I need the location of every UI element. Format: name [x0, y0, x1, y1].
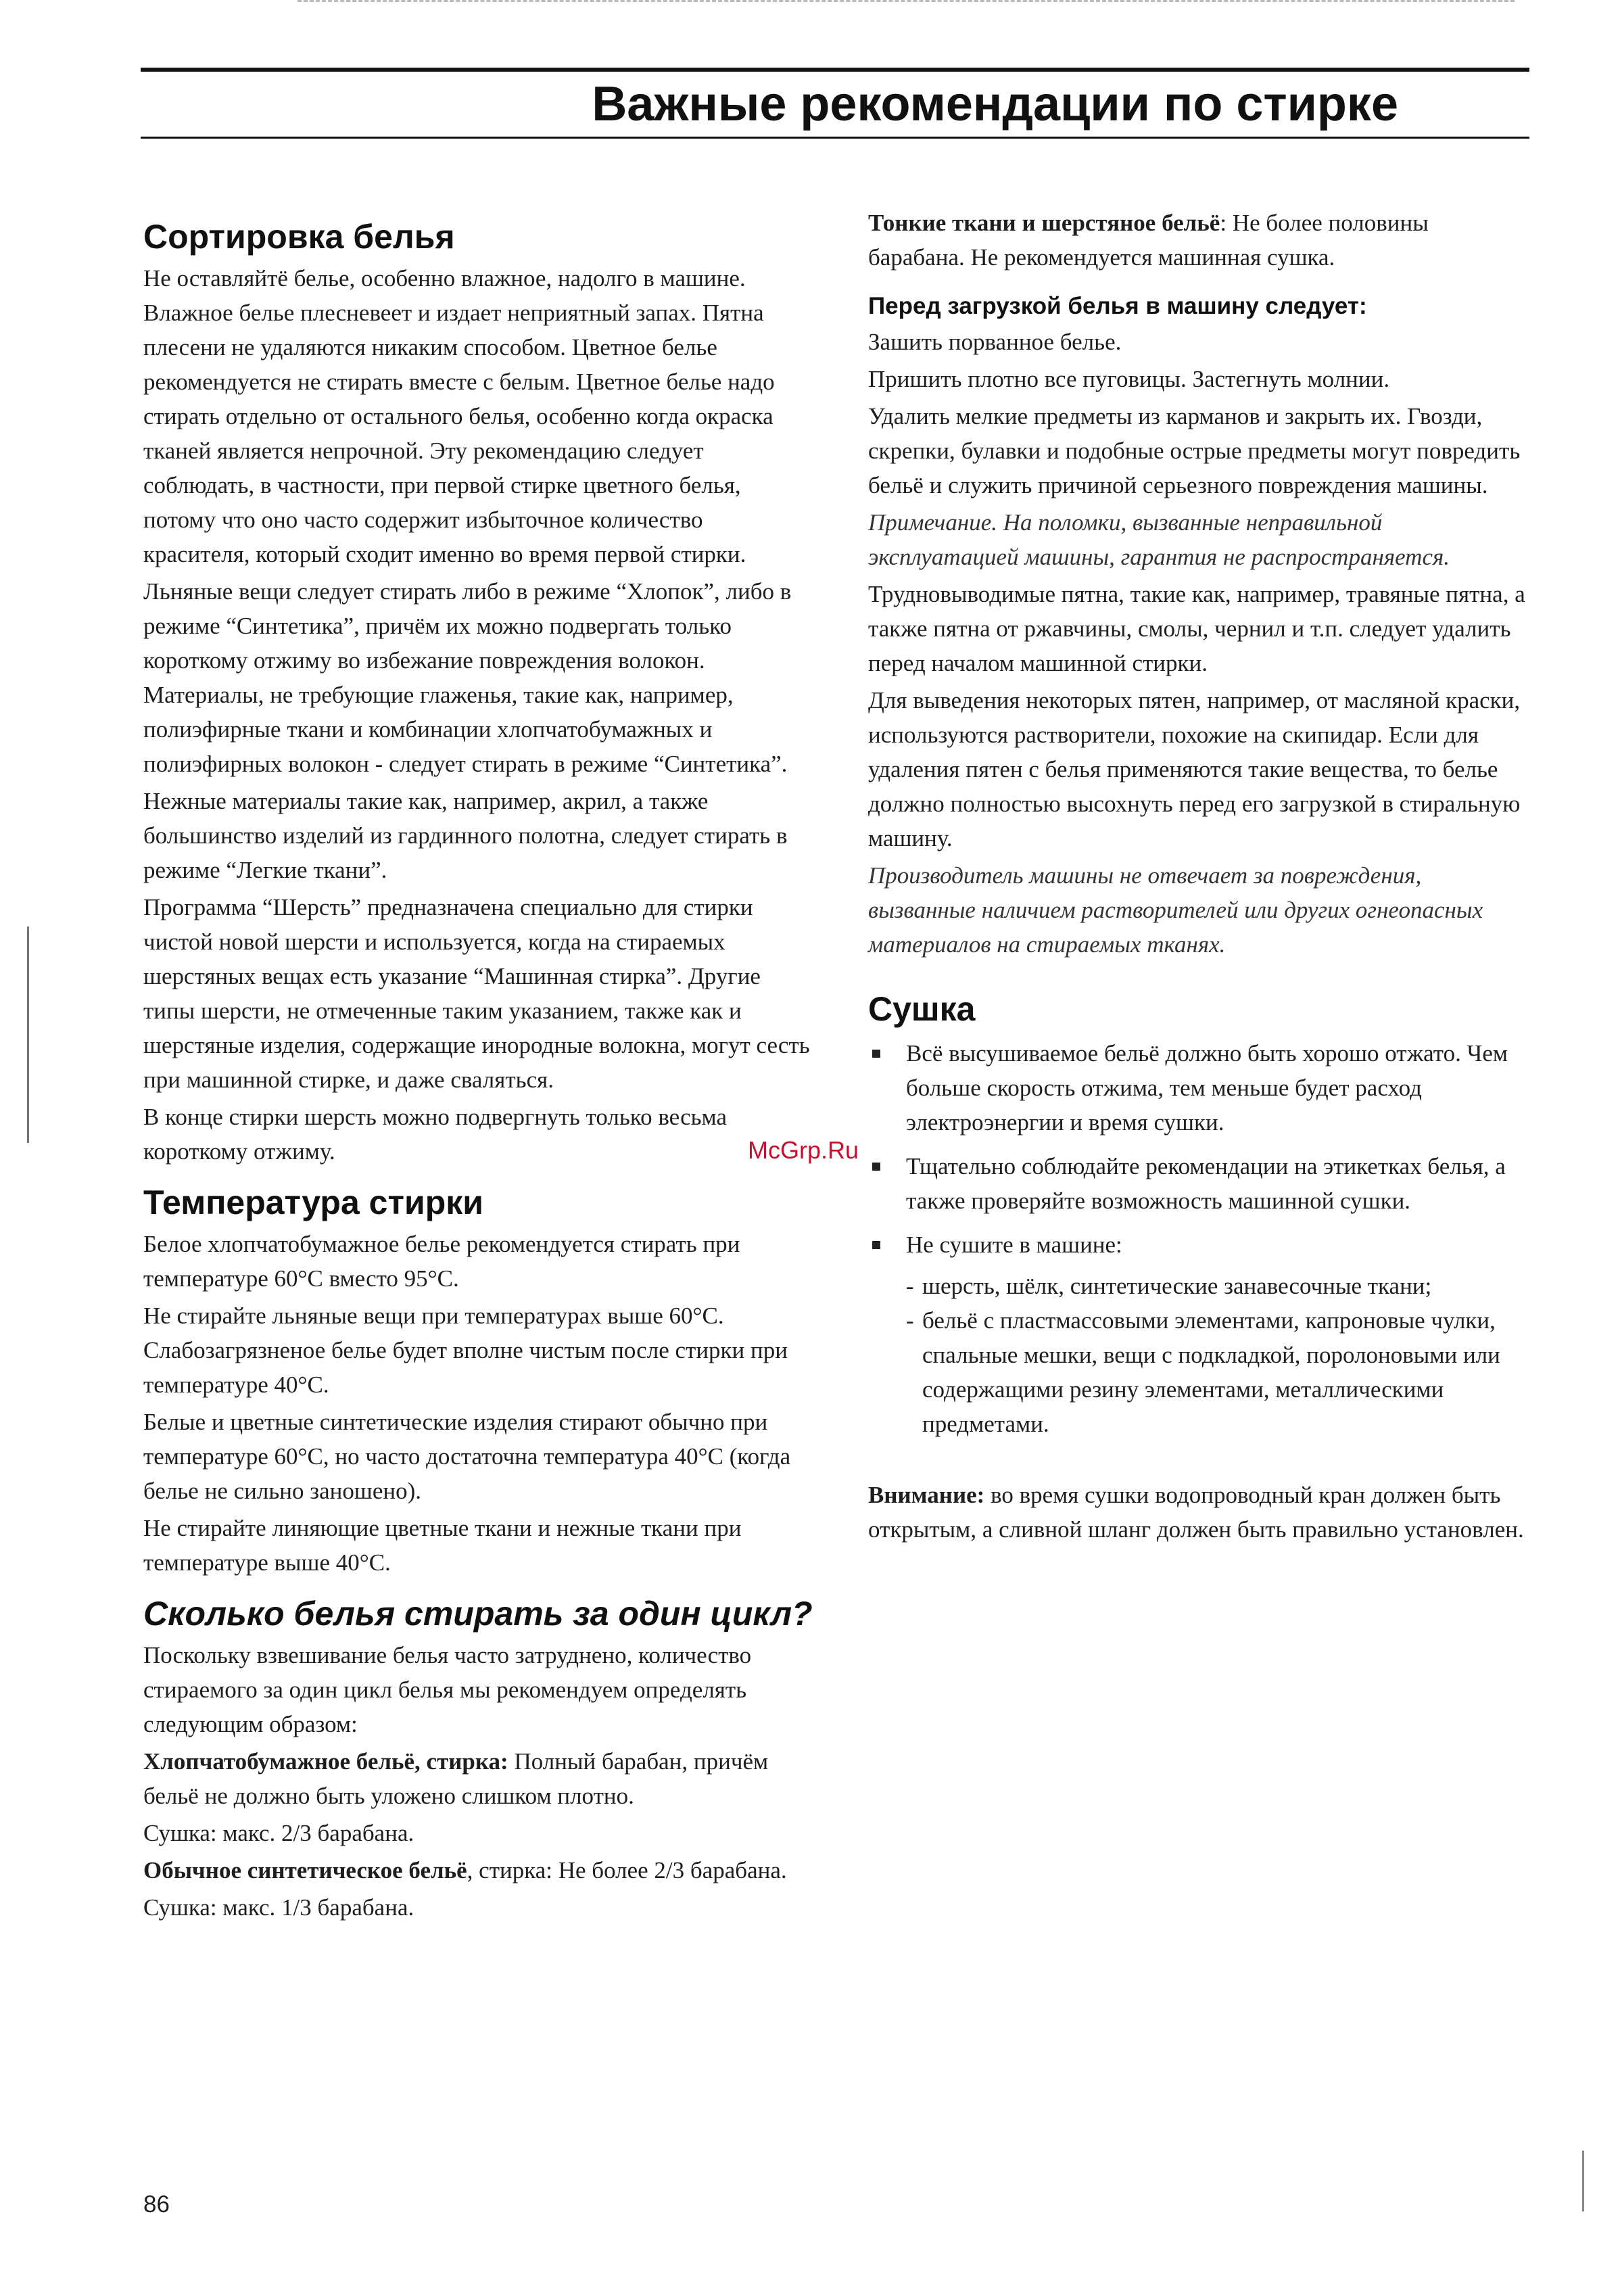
delicate-paragraph: [868, 206, 1531, 275]
scan-top-artifact: [297, 0, 1515, 6]
page-title: Важные рекомендации по стирке: [592, 77, 1398, 131]
temperature-paragraph: Белые и цветные синтетические изделия стирают обычно при температуре 60°С, но часто достаточна температура 40°С (когда белье не сильно заношено).: [143, 1409, 791, 1504]
page-number: 86: [143, 2191, 170, 2218]
warning-paragraph: [868, 1478, 1531, 1547]
bullet-icon: [872, 1050, 880, 1058]
sorting-paragraph: В конце стирки шерсть можно подвергнуть только весьма короткому отжиму.: [143, 1104, 728, 1165]
bullet-icon: [872, 1163, 880, 1171]
cotton-text: Полный барабан, причём бельё не должно быть уложено слишком плотно.: [143, 1748, 769, 1809]
load-paragraph: Поскольку взвешивание белья часто затруднено, количество стираемого за один цикл белья мы рекомендуем определять следующим образом:: [143, 1642, 752, 1737]
sorting-heading: Сортировка белья: [143, 218, 455, 256]
list-item: - шерсть, шёлк, синтетические занавесочные ткани;: [906, 1273, 1432, 1299]
synthetic-paragraph: [143, 1853, 813, 1888]
temperature-paragraph: Не стирайте линяющие цветные ткани и нежные ткани при температуре выше 40°С.: [143, 1515, 742, 1576]
delicate-label: Тонкие ткани и шерстяное бельё: [868, 210, 1220, 236]
do-not-dry-list: [906, 1269, 1531, 1441]
list-item: Не сушите в машине: - шерсть, шёлк, синтетические занавесочные ткани; - бельё с пластмассовыми элементами, капроновые чулки, спальные мешки, вещи с подкладкой, поролоновыми или содержащими резину элементами, металлическими предметами.: [868, 1227, 1531, 1441]
before-paragraph: Пришить плотно все пуговицы. Застегнуть молнии.: [868, 366, 1390, 392]
cotton-label: Хлопчатобумажное бельё, стирка:: [143, 1748, 508, 1775]
scan-edge-mark: [1582, 2151, 1584, 2211]
temperature-paragraph: Не стирайте льняные вещи при температурах выше 60°С. Слабозагрязненое белье будет вполне чистым после стирки при температуре 40°С.: [143, 1303, 788, 1398]
temperature-heading: Температура стирки: [143, 1184, 484, 1221]
drying-list: [868, 1036, 1531, 1441]
load-heading: Сколько белья стирать за один цикл?: [143, 1595, 813, 1633]
synthetic-dry: Сушка: макс. 1/3 барабана.: [143, 1894, 414, 1921]
title-rule-bottom: [141, 137, 1529, 139]
warning-label: Внимание:: [868, 1482, 985, 1508]
before-paragraph: Зашить порванное белье.: [868, 329, 1122, 355]
watermark: McGrp.Ru: [748, 1136, 859, 1164]
scan-margin-mark: [27, 927, 29, 1143]
warranty-note: Примечание. На поломки, вызванные неправильной эксплуатацией машины, гарантия не распространяется.: [868, 509, 1450, 570]
delicate-text: : Не более половины барабана. Не рекомендуется машинная сушка.: [868, 210, 1429, 271]
before-paragraph: Трудновыводимые пятна, такие как, например, травяные пятна, а также пятна от ржавчины, смолы, чернил и т.п. следует удалить перед началом машинной стирки.: [868, 581, 1525, 676]
bullet-icon: [872, 1241, 880, 1249]
synthetic-label: Обычное синтетическое бельё: [143, 1857, 467, 1883]
sorting-paragraph: Льняные вещи следует стирать либо в режиме “Хлопок”, либо в режиме “Синтетика”, причём их можно подвергать только короткому отжиму во избежание повреждения волокон. Материалы, не требующие глаженья, такие как, например, полиэфирные ткани и комбинации хлопчатобумажных и полиэфирных волокон - следует стирать в режиме “Синтетика”.: [143, 578, 792, 777]
cotton-paragraph: [143, 1744, 813, 1813]
before-loading-heading: Перед загрузкой белья в машину следует:: [868, 293, 1367, 319]
before-paragraph: Удалить мелкие предметы из карманов и закрыть их. Гвозди, скрепки, булавки и подобные острые предметы могут повредить бельё и служить причиной серьезного повреждения машины.: [868, 403, 1521, 498]
right-column: [868, 203, 1531, 1549]
manufacturer-note: Производитель машины не отвечает за повреждения, вызванные наличием растворителей или других огнеопасных материалов на стираемых тканях.: [868, 862, 1483, 958]
list-item: Всё высушиваемое бельё должно быть хорошо отжато. Чем больше скорость отжима, тем меньше будет расход электроэнергии и время сушки.: [868, 1036, 1531, 1140]
list-item: - бельё с пластмассовыми элементами, капроновые чулки, спальные мешки, вещи с подкладкой, поролоновыми или содержащими резину элементами, металлическими предметами.: [906, 1307, 1500, 1437]
warning-text: во время сушки водопроводный кран должен быть открытым, а сливной шланг должен быть правильно установлен.: [868, 1482, 1524, 1543]
temperature-paragraph: Белое хлопчатобумажное белье рекомендуется стирать при температуре 60°С вместо 95°С.: [143, 1231, 740, 1292]
sorting-paragraph: Нежные материалы такие как, например, акрил, а также большинство изделий из гардинного полотна, следует стирать в режиме “Легкие ткани”.: [143, 788, 788, 883]
sorting-paragraph: Программа “Шерсть” предназначена специально для стирки чистой новой шерсти и используется, когда на стираемых шерстяных вещах есть указание “Машинная стирка”. Другие типы шерсти, не отмеченные таким указанием, также как и шерстяные изделия, содержащие инородные волокна, могут сесть при машинной стирке, и даже сваляться.: [143, 894, 810, 1093]
synthetic-text: , стирка: Не более 2/3 барабана.: [467, 1857, 787, 1883]
sorting-paragraph: Не оставляйтё белье, особенно влажное, надолго в машине. Влажное белье плесневеет и издает неприятный запах. Пятна плесени не удаляются никаким способом. Цветное белье рекомендуется не стирать вместе с белым. Цветное белье надо стирать отдельно от остального белья, особенно когда окраска тканей является непрочной. Эту рекомендацию следует соблюдать, в частности, при первой стирке цветного белья, потому что оно часто содержит избыточное количество красителя, который сходит именно во время первой стирки.: [143, 265, 775, 567]
left-column: [143, 203, 813, 1927]
drying-heading: Сушка: [868, 990, 976, 1028]
list-item: Тщательно соблюдайте рекомендации на этикетках белья, а также проверяйте возможность машинной сушки.: [868, 1149, 1531, 1218]
cotton-dry: Сушка: макс. 2/3 барабана.: [143, 1820, 414, 1846]
before-paragraph: Для выведения некоторых пятен, например, от масляной краски, используются растворители, похожие на скипидар. Если для удаления пятен с белья применяются такие вещества, то белье должно полностью высохнуть перед его загрузкой в стиральную машину.: [868, 687, 1521, 851]
